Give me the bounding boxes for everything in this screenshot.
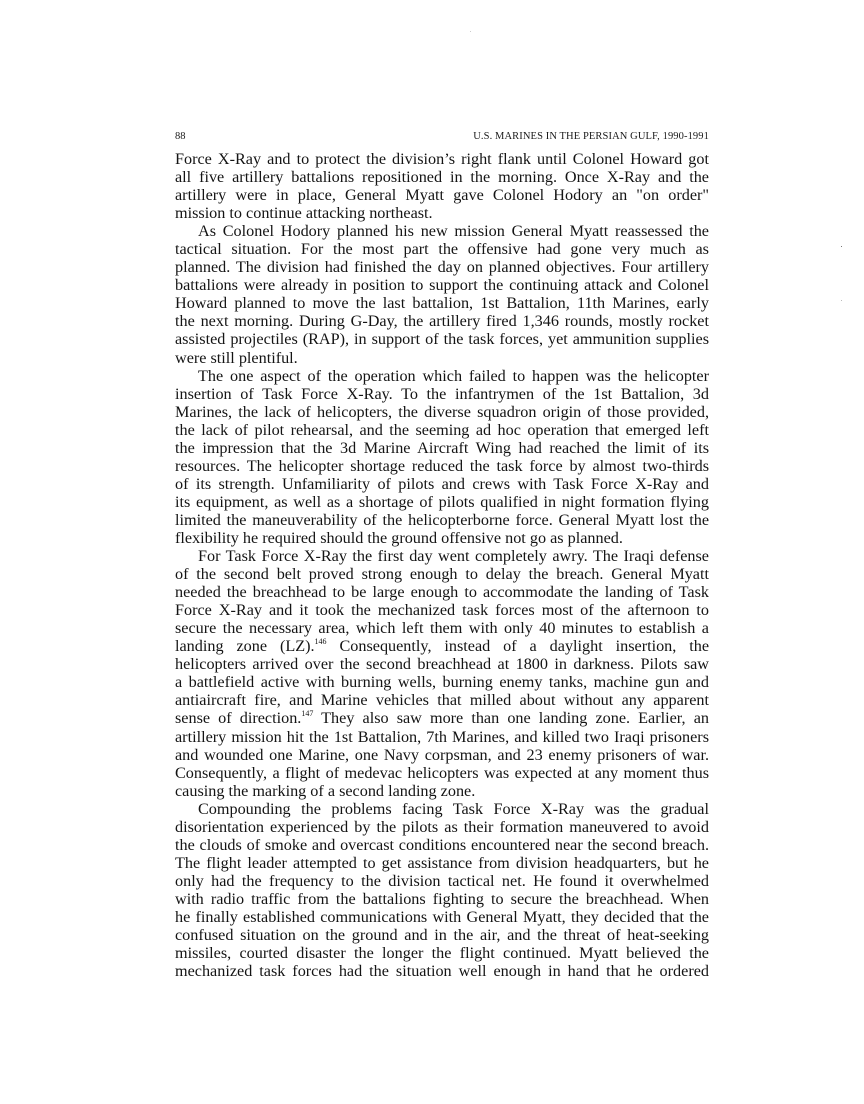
text-line: For Task Force X-Ray the first day went completely awry. The Iraqi defense: [198, 547, 709, 566]
text-line: disorientation experienced by the pilots as their formation maneuvered to avoid: [175, 817, 709, 836]
text-line: Consequently, a flight of medevac helicopters was expected at any moment thus: [175, 763, 709, 782]
text-line: a battlefield active with burning wells, burning enemy tanks, machine gun and: [175, 673, 709, 692]
text-line: of the second belt proved strong enough to delay the breach. General Myatt: [175, 565, 709, 584]
paragraph: [175, 150, 709, 222]
text-line: mission to continue attacking northeast.: [175, 204, 433, 223]
text-line: Marines, the lack of helicopters, the diverse squadron origin of those provided,: [175, 402, 709, 421]
text-line: needed the breachhead to be large enough to accommodate the landing of Task: [175, 583, 709, 602]
text-line: artillery were in place, General Myatt gave Colonel Hodory an "on order": [175, 186, 709, 205]
text-line: Howard planned to move the last battalion, 1st Battalion, 11th Marines, early: [175, 294, 709, 313]
text-line: flexibility he required should the ground offensive not go as planned.: [175, 528, 623, 547]
text-line: antiaircraft fire, and Marine vehicles that milled about without any apparent: [175, 691, 709, 710]
text-line: resources. The helicopter shortage reduced the task force by almost two-thirds: [175, 456, 709, 475]
text-line: secure the necessary area, which left them with only 40 minutes to establish a: [175, 619, 709, 638]
text-line: Force X-Ray and it took the mechanized task forces most of the afternoon to: [175, 601, 709, 620]
text-line: As Colonel Hodory planned his new mission General Myatt reassessed the: [198, 222, 709, 241]
page-number: 88: [175, 131, 186, 142]
text-line: missiles, courted disaster the longer the flight continued. Myatt believed the: [175, 944, 709, 963]
scan-speck: [841, 246, 842, 247]
text-line: planned. The division had finished the day on planned objectives. Four artillery: [175, 258, 709, 277]
text-line: Force X-Ray and to protect the division’s right flank until Colonel Howard got: [175, 150, 709, 168]
footnote-ref-146: 146: [314, 637, 327, 647]
footnote-ref-147: 147: [301, 709, 314, 719]
text-line: he finally established communications with General Myatt, they decided that the: [175, 907, 709, 926]
text-line: were still plentiful.: [175, 348, 298, 367]
text-line: only had the frequency to the division tactical net. He found it overwhelmed: [175, 871, 709, 890]
text-line-with-footnote: [175, 637, 709, 655]
text-line: artillery mission hit the 1st Battalion, 7th Marines, and killed two Iraqi prisoners: [175, 727, 709, 746]
paragraph: [175, 800, 709, 980]
paragraph: [175, 222, 709, 366]
text-line: the clouds of smoke and overcast conditions encountered near the second breach.: [175, 835, 709, 854]
text-line: and wounded one Marine, one Navy corpsman, and 23 enemy prisoners of war.: [175, 745, 709, 764]
text-line: helicopters arrived over the second breachhead at 1800 in darkness. Pilots saw: [175, 655, 709, 674]
text-line: the next morning. During G-Day, the artillery fired 1,346 rounds, mostly rocket: [175, 312, 709, 331]
text-segment: sense of direction.: [175, 709, 302, 728]
running-header: [175, 130, 709, 144]
text-segment: landing zone (LZ).: [175, 637, 315, 656]
text-line: causing the marking of a second landing zone.: [175, 781, 476, 800]
text-line: its equipment, as well as a shortage of pilots qualified in night formation flying: [175, 492, 709, 511]
text-segment: Consequently, instead of a daylight insertion, the: [339, 637, 709, 656]
text-line: all five artillery battalions repositioned in the morning. Once X-Ray and the: [175, 168, 709, 187]
text-line: insertion of Task Force X-Ray. To the infantrymen of the 1st Battalion, 3d: [175, 384, 709, 403]
text-line: assisted projectiles (RAP), in support of the task forces, yet ammunition supplies: [175, 330, 709, 349]
scan-speck: [841, 300, 842, 301]
text-line: the lack of pilot rehearsal, and the seeming ad hoc operation that emerged left: [175, 420, 709, 439]
text-line: tactical situation. For the most part the offensive had gone very much as: [175, 240, 709, 259]
text-line: battalions were already in position to support the continuing attack and Colonel: [175, 276, 709, 295]
text-line: of its strength. Unfamiliarity of pilots and crews with Task Force X-Ray and: [175, 474, 709, 493]
text-line-with-footnote: [175, 709, 709, 727]
text-line: Compounding the problems facing Task Force X-Ray was the gradual: [198, 799, 709, 818]
text-line: The flight leader attempted to get assistance from division headquarters, but he: [175, 853, 709, 872]
paragraph: [175, 367, 709, 547]
text-segment: They also saw more than one landing zone. Earlier, an: [321, 709, 709, 728]
running-title: U.S. MARINES IN THE PERSIAN GULF, 1990-1991: [473, 131, 709, 142]
text-line: The one aspect of the operation which failed to happen was the helicopter: [198, 366, 709, 385]
body-text: [175, 150, 709, 980]
text-line: confused situation on the ground and in the air, and the threat of heat-seeking: [175, 926, 709, 945]
text-line: the impression that the 3d Marine Aircraft Wing had reached the limit of its: [175, 438, 709, 457]
text-line: limited the maneuverability of the helicopterborne force. General Myatt lost the: [175, 510, 709, 529]
text-line: with radio traffic from the battalions fighting to secure the breachhead. When: [175, 889, 709, 908]
text-line: mechanized task forces had the situation well enough in hand that he ordered: [175, 962, 709, 981]
scan-speck: [470, 31, 471, 32]
paragraph: [175, 547, 709, 800]
